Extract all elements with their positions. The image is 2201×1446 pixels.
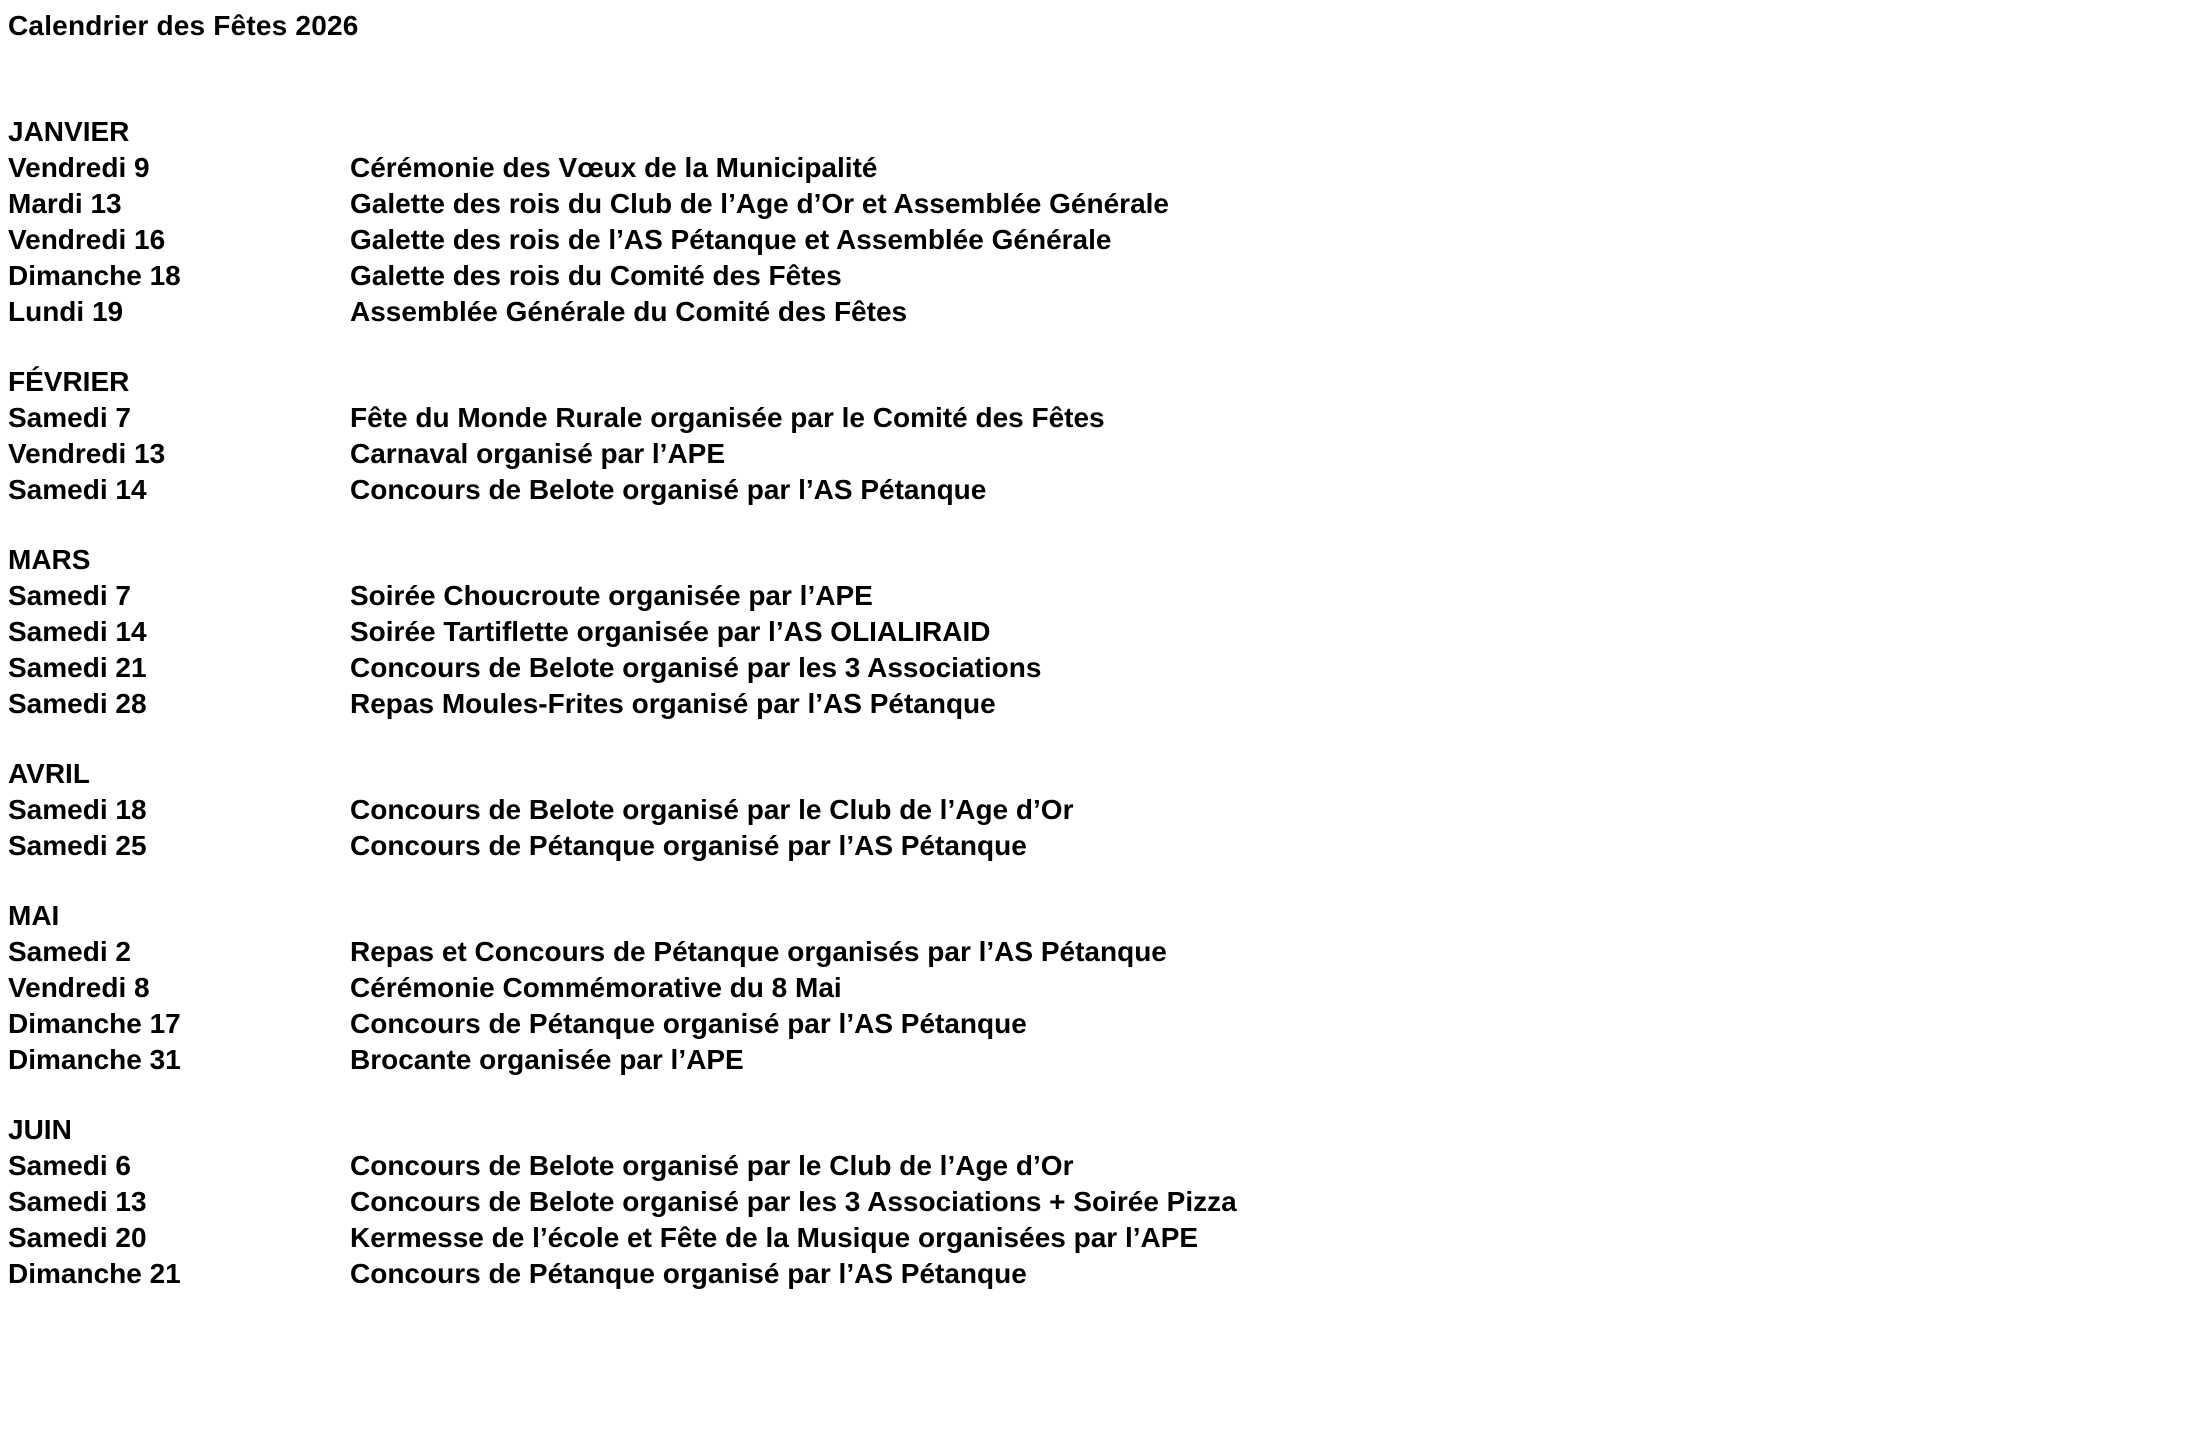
event-row (8, 258, 2201, 294)
event-date: Vendredi 13 (8, 438, 166, 469)
event-description: Repas et Concours de Pétanque organisés par l’AS Pétanque (350, 936, 1167, 967)
event-row (8, 614, 2201, 650)
event-date: Vendredi 9 (8, 152, 150, 183)
event-description: Concours de Belote organisé par l’AS Pétanque (350, 474, 987, 505)
month-section (8, 542, 2201, 722)
event-row (8, 150, 2201, 186)
event-row (8, 578, 2201, 614)
event-description: Carnaval organisé par l’APE (350, 438, 726, 469)
month-name: FÉVRIER (8, 366, 130, 397)
event-row (8, 400, 2201, 436)
event-description: Galette des rois du Club de l’Age d’Or et Assemblée Générale (350, 188, 1169, 219)
event-date: Lundi 19 (8, 296, 124, 327)
month-section (8, 114, 2201, 330)
event-date: Samedi 14 (8, 474, 147, 505)
event-row (8, 1042, 2201, 1078)
event-date: Samedi 7 (8, 402, 131, 433)
event-row (8, 186, 2201, 222)
event-description: Repas Moules-Frites organisé par l’AS Pétanque (350, 688, 996, 719)
event-date: Dimanche 31 (8, 1044, 181, 1075)
month-name: MARS (8, 544, 91, 575)
event-description: Concours de Belote organisé par les 3 Associations (350, 652, 1042, 683)
event-date: Samedi 6 (8, 1150, 131, 1181)
event-date: Mardi 13 (8, 188, 122, 219)
event-date: Samedi 13 (8, 1186, 147, 1217)
event-row (8, 828, 2201, 864)
event-date: Vendredi 8 (8, 972, 150, 1003)
event-date: Samedi 2 (8, 936, 131, 967)
event-description: Cérémonie Commémorative du 8 Mai (350, 972, 842, 1003)
event-date: Dimanche 21 (8, 1258, 181, 1289)
event-date: Samedi 21 (8, 652, 147, 683)
event-description: Fête du Monde Rurale organisée par le Comité des Fêtes (350, 402, 1105, 433)
event-date: Dimanche 18 (8, 260, 181, 291)
event-date: Samedi 25 (8, 830, 147, 861)
event-description: Galette des rois de l’AS Pétanque et Assemblée Générale (350, 224, 1112, 255)
month-name: AVRIL (8, 758, 90, 789)
event-description: Brocante organisée par l’APE (350, 1044, 744, 1075)
event-row (8, 1220, 2201, 1256)
event-row (8, 934, 2201, 970)
month-section (8, 364, 2201, 508)
event-row (8, 1184, 2201, 1220)
event-description: Cérémonie des Vœux de la Municipalité (350, 152, 878, 183)
month-section (8, 898, 2201, 1078)
event-date: Samedi 20 (8, 1222, 147, 1253)
event-date: Samedi 28 (8, 688, 147, 719)
event-date: Dimanche 17 (8, 1008, 181, 1039)
event-date: Samedi 18 (8, 794, 147, 825)
event-description: Concours de Belote organisé par le Club de l’Age d’Or (350, 794, 1074, 825)
month-name: JANVIER (8, 116, 130, 147)
event-row (8, 970, 2201, 1006)
page-title: Calendrier des Fêtes 2026 (8, 10, 359, 41)
event-description: Assemblée Générale du Comité des Fêtes (350, 296, 908, 327)
event-row (8, 222, 2201, 258)
event-row (8, 792, 2201, 828)
event-row (8, 1006, 2201, 1042)
month-name: JUIN (8, 1114, 72, 1145)
event-description: Soirée Tartiflette organisée par l’AS OLIALIRAID (350, 616, 991, 647)
month-name: MAI (8, 900, 60, 931)
event-description: Concours de Pétanque organisé par l’AS Pétanque (350, 1008, 1027, 1039)
event-description: Concours de Pétanque organisé par l’AS Pétanque (350, 830, 1027, 861)
event-row (8, 686, 2201, 722)
event-description: Concours de Belote organisé par le Club de l’Age d’Or (350, 1150, 1074, 1181)
event-row (8, 1148, 2201, 1184)
calendar (8, 114, 2201, 1292)
event-row (8, 436, 2201, 472)
event-date: Vendredi 16 (8, 224, 166, 255)
event-description: Concours de Pétanque organisé par l’AS Pétanque (350, 1258, 1027, 1289)
event-row (8, 1256, 2201, 1292)
event-description: Kermesse de l’école et Fête de la Musique organisées par l’APE (350, 1222, 1199, 1253)
event-row (8, 650, 2201, 686)
month-section (8, 756, 2201, 864)
event-description: Concours de Belote organisé par les 3 Associations + Soirée Pizza (350, 1186, 1237, 1217)
event-description: Galette des rois du Comité des Fêtes (350, 260, 842, 291)
event-date: Samedi 14 (8, 616, 147, 647)
event-row (8, 472, 2201, 508)
month-section (8, 1112, 2201, 1292)
event-row (8, 294, 2201, 330)
event-description: Soirée Choucroute organisée par l’APE (350, 580, 873, 611)
event-date: Samedi 7 (8, 580, 131, 611)
